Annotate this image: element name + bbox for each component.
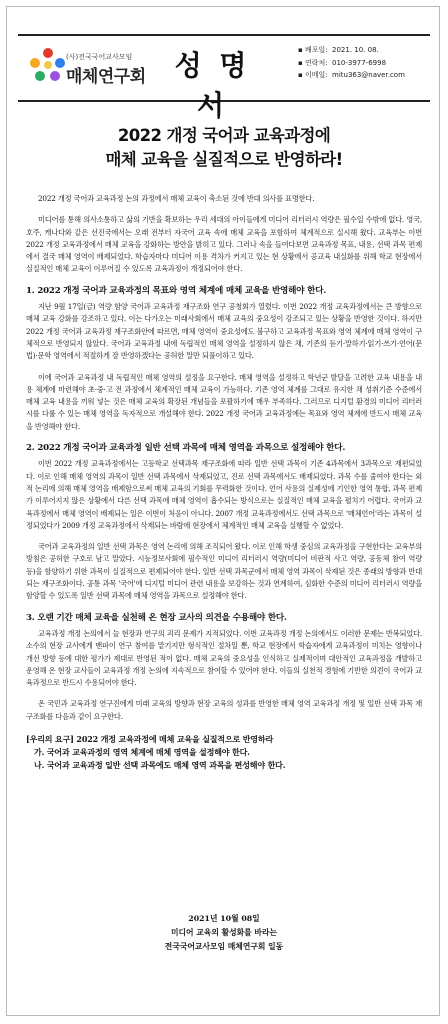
statement-body [26, 193, 422, 772]
release-meta [298, 44, 428, 82]
signoff [20, 912, 428, 954]
section-paragraph: 지난 9월 17일(금) 역량 함양 국어과 교육과정 재구조화 연구 공청회가 열렸다. 이번 2022 개정 교육과정에서는 큰 방향으로 매체 교육 강화를 강조하고 있다. 이는 다가오는 미래사회에서 매체 교육의 중요성이 강조되고 있는 상황을 반영한 것이다. 하지만 2022 개정 국어과 교육과정 재구조화안에 따르면, 매체 영역이 중요성에도 불구하고 교육과정 목표와 영역 체계에 매체 영역이 구체적으로 반영되지 않았다. 국어과 교육과정 내에 독립적인 매체 영역을 설정하지 않은 채, 기존의 듣기·말하기·읽기·쓰기·언어(문법)·문학 영역에서 적절하게 잘 반영하겠다는 공허한 말만 되풀이하고 있다. [26, 302, 422, 361]
demands-block [26, 733, 422, 772]
logo-dots-icon [30, 48, 66, 84]
signoff-org: 전국국어교사모임 매체연구회 일동 [164, 942, 284, 951]
signoff-date: 2021년 10월 08일 [188, 914, 260, 923]
section-heading: 2. 2022 개정 국어과 교육과정 일반 선택 과목에 매체 영역을 과목으로 설정해야 한다. [26, 443, 346, 454]
section-paragraph: 교육과정 개정 논의에서 늘 현장과 연구의 괴리 문제가 지적되었다. 이번 교육과정 개정 논의에서도 이러한 문제는 반복되었다. 소수의 현장 교사에게 맨파이 연구 참여를 맡기지만 형식적인 절차일 뿐, 학교 현장에서 학습자에게 교육과정이 미치는 영향이나 개선 방향 등에 대한 평가가 제대로 반영된 적이 없다. 매체 교육의 중요성을 인식하고 실제적이며 대안적인 교육과정을 개발하고 운영해 온 현장 교사들이 교육과정 개정 논의에 지속적으로 참여할 수 있어야 한다. 이들의 실천적 경험에 기반한 의견이 국어과 교육과정으로 반드시 수용되어야 한다. [26, 628, 422, 688]
meta-date: ▪ 배포일: 2021. 10. 08. [298, 46, 379, 54]
meta-phone: ▪ 연락처: 010-3977-6998 [298, 58, 387, 67]
meta-email: ▪ 이메일: mitu363@naver.com [298, 71, 405, 79]
intro-paragraph: 2022 개정 국어과 교육과정 논의 과정에서 매체 교육이 축소된 것에 반대 의사를 표명한다. [38, 194, 315, 203]
demand-item: 나. 국어과 교육과정 일반 선택 과목에도 매체 영역 과목을 편성해야 한다. [34, 759, 286, 770]
closing-paragraph: 온 국민과 교육과정 연구진에게 미래 교육의 방향과 현장 교육의 성과를 반영한 매체 영역 교육과정 개정 및 일반 선택 과목 재구조화를 다음과 같이 요구한다. [26, 699, 422, 721]
logo [30, 46, 150, 90]
document-title: 성 명 서 [174, 49, 251, 122]
intro-paragraph: 미디어를 통해 의사소통하고 삶의 기반을 확보하는 우리 세대의 아이들에게 미디어 리터러시 역량은 필수일 수밖에 없다. 영국, 호주, 캐나다와 같은 선진국에서는 오래 전부터 자국어 교육 속에 매체 교육을 포함하여 체계적으로 실시해 왔다. 교육부는 이번 2022 개정 교육과정에서 매체 교육을 강화하는 방안을 밝히고 있다. 그러나 속을 들여다보면 교육과정 목표, 내용, 선택 과목 편제에서 결국 매체 영역이 배제되었다. 학습자마다 미디어 이용 격차가 커지고 있는 현 상황에서 공교육 내실화를 위해 학교 현장에서 실질적인 매체 교육이 이루어질 수 있도록 교육과정이 개정되어야 한다. [26, 215, 422, 274]
section-paragraph: 국어과 교육과정의 일반 선택 과목은 영역 논리에 의해 조직되어 왔다. 이로 인해 학생 중심의 교육과정을 구현한다는 교육부의 방침은 공허한 구호로 남고 말았다. 시능정보사회에 필수적인 미디어 리터러시 역량(미디어 비판적 사고 역량, 공동체 참여 역량 등)을 함양하기 위한 과목이 실질적으로 편제되어야 한다. 일반 선택 과목군에서 매체 영역 과목이 삭제된 것은 종래의 방향과 반대되는 재구조화이다. 공통 과목 '국어'에 디지털 미디어 관련 내용을 보강하는 것과 연계하여, 심화한 수준의 미디어 리터러시 역량을 함양할 수 있도록 일반 선택 과목에 매체 영역을 과목으로 설정해야 한다. [26, 542, 422, 601]
section-paragraph: 이에 국어과 교육과정 내 독립적인 매체 영역의 설정을 요구한다. 매체 영역을 설정하고 학년군 발달을 고려한 교육 내용을 내용 체계에 마련해야 초·중·고 전 과정에서 체계적인 매체 교육이 가능하다. 기존 영역 체계를 그대로 유지한 채 성취기준 수준에서 매체 교육 내용을 끼워 넣는 것은 매체 교육의 확장된 개념들을 포괄하기에 매우 부족하다. 그러므로 디지털 환경의 미디어 리터러시를 다룰 수 있는 매체 영역을 독자적으로 개설해야 한다. 2022 개정 국어과 교육과정에는 목표와 영역 체계에 반드시 매체 교육을 반영해야 한다. [26, 372, 422, 431]
headline [20, 124, 428, 172]
section-paragraph: 이번 2022 개정 교육과정에서는 고등학교 선택과목 재구조화에 따라 일반 선택 과목이 기존 4과목에서 3과목으로 재편되었다. 이로 인해 매체 영역의 과목이 일반 선택 과목에서 삭제되었고, 진로 선택 과목에서도 배제되었다. 과목 수를 줄여야 한다는 외적 논리에 의해 매체 영역을 배제함으로써 매체 교육의 기회를 무력화한 것이다. 언어 사용의 실제성에 기인한 영역 통합, 과목 편제가 이루어지지 않은 상황에서 다른 선택 과목에 매체 영역이 흡수되는 방식으로는 실질적인 매체 교육을 펼치기 어렵다. 국어과 교육과정에서 매체 영역이 배제되는 일은 이번이 처음이 아니다. 2007 개정 교육과정에서도 선택 과목으로 '매체언어'라는 과목이 설정되었다가 2009 개정 교육과정에서 삭제되는 바람에 현장에서 체계적인 매체 교육을 실행할 수 없었다. [26, 459, 422, 530]
demand-item: 가. 국어과 교육과정의 영역 체계에 매체 영역을 설정해야 한다. [34, 746, 250, 757]
signoff-line: 미디어 교육의 활성화를 바라는 [170, 928, 278, 937]
headline-line-1: 2022 개정 국어과 교육과정에 [117, 126, 331, 145]
headline-line-2: 매체 교육을 실질적으로 반영하라! [105, 150, 343, 169]
demands-title: [우리의 요구] 2022 개정 교육과정에 매체 교육을 실질적으로 반영하라 [26, 733, 274, 744]
section-heading: 3. 오랜 기간 매체 교육을 실천해 온 현장 교사의 의견을 수용해야 한다. [26, 612, 287, 623]
logo-name: 매체연구회 [66, 67, 146, 87]
logo-org: (사)전국국어교사모임 [66, 53, 133, 61]
section-heading: 1. 2022 개정 국어과 교육과정의 목표와 영역 체계에 매체 교육을 반영해야 한다. [26, 285, 327, 296]
